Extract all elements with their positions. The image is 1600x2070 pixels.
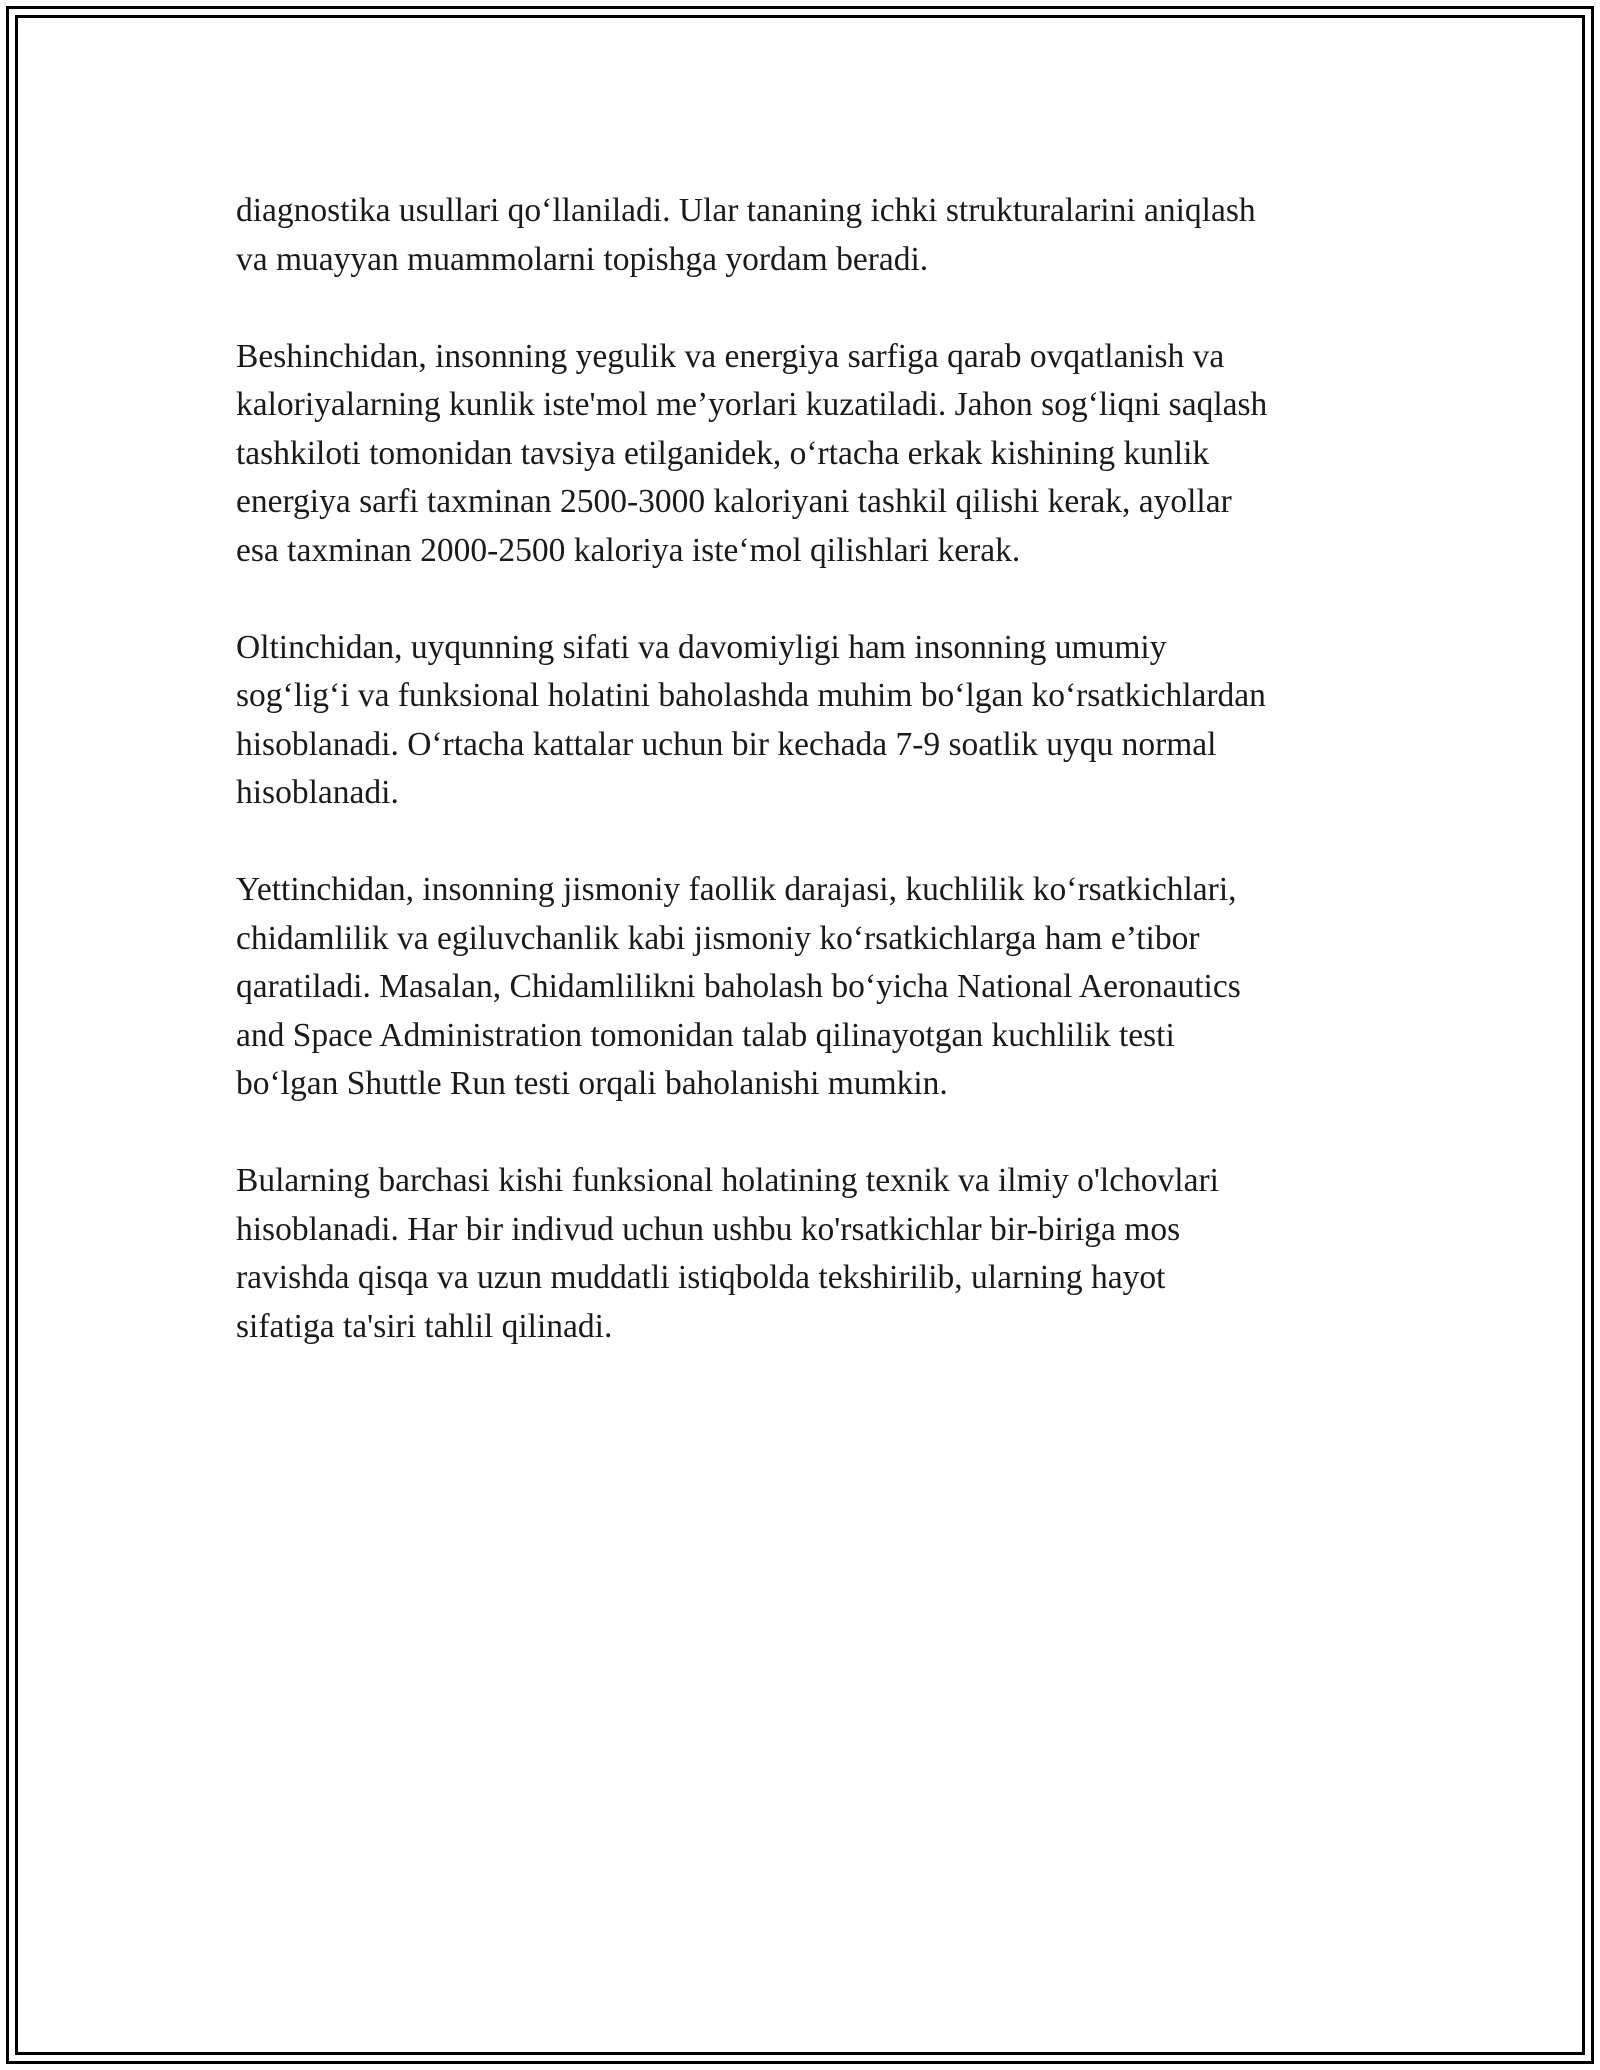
text-line: Yettinchidan, insonning jismoniy faollik darajasi, kuchlilik koʻrsatkichlari, <box>236 871 1237 908</box>
paragraph-summary <box>236 1157 1386 1351</box>
text-line: ravishda qisqa va uzun muddatli istiqbolda tekshirilib, ularning hayot <box>236 1259 1166 1296</box>
text-line: esa taxminan 2000-2500 kaloriya isteʻmol qilishlari kerak. <box>236 531 1021 569</box>
paragraph-diagnostics <box>236 187 1386 284</box>
text-line: Beshinchidan, insonning yegulik va energiya sarfiga qarab ovqatlanish va <box>236 337 1225 375</box>
paragraph-physical-activity <box>236 866 1386 1109</box>
text-line: boʻlgan Shuttle Run testi orqali baholanishi mumkin. <box>236 1065 948 1102</box>
text-line: hisoblanadi. Har bir indivud uchun ushbu ko'rsatkichlar bir-biriga mos <box>236 1210 1181 1248</box>
text-line: hisoblanadi. Oʻrtacha kattalar uchun bir kechada 7-9 soatlik uyqu normal <box>236 725 1217 763</box>
text-line: kaloriyalarning kunlik iste'mol me’yorlari kuzatiladi. Jahon sogʻliqni saqlash <box>236 386 1268 423</box>
text-line: Oltinchidan, uyqunning sifati va davomiyligi ham insonning umumiy <box>236 628 1167 666</box>
text-line: va muayyan muammolarni topishga yordam beradi. <box>236 240 929 278</box>
text-line: energiya sarfi taxminan 2500-3000 kaloriyani tashkil qilishi kerak, ayollar <box>236 483 1232 520</box>
document-body <box>236 187 1386 1400</box>
text-line: qaratiladi. Masalan, Chidamlilikni baholash boʻyicha National Aeronautics <box>236 968 1241 1005</box>
text-line: Bularning barchasi kishi funksional holatining texnik va ilmiy o'lchovlari <box>236 1162 1219 1199</box>
paragraph-nutrition <box>236 333 1386 576</box>
text-line: and Space Administration tomonidan talab qilinayotgan kuchlilik testi <box>236 1016 1175 1054</box>
text-line: chidamlilik va egiluvchanlik kabi jismoniy koʻrsatkichlarga ham e’tibor <box>236 919 1200 957</box>
paragraph-sleep <box>236 624 1386 818</box>
text-line: diagnostika usullari qoʻllaniladi. Ular tananing ichki strukturalarini aniqlash <box>236 192 1256 229</box>
text-line: tashkiloti tomonidan tavsiya etilganidek, oʻrtacha erkak kishining kunlik <box>236 434 1210 472</box>
text-line: sifatiga ta'siri tahlil qilinadi. <box>236 1307 613 1345</box>
text-line: hisoblanadi. <box>236 774 399 811</box>
text-line: sogʻligʻi va funksional holatini baholashda muhim boʻlgan koʻrsatkichlardan <box>236 677 1266 714</box>
